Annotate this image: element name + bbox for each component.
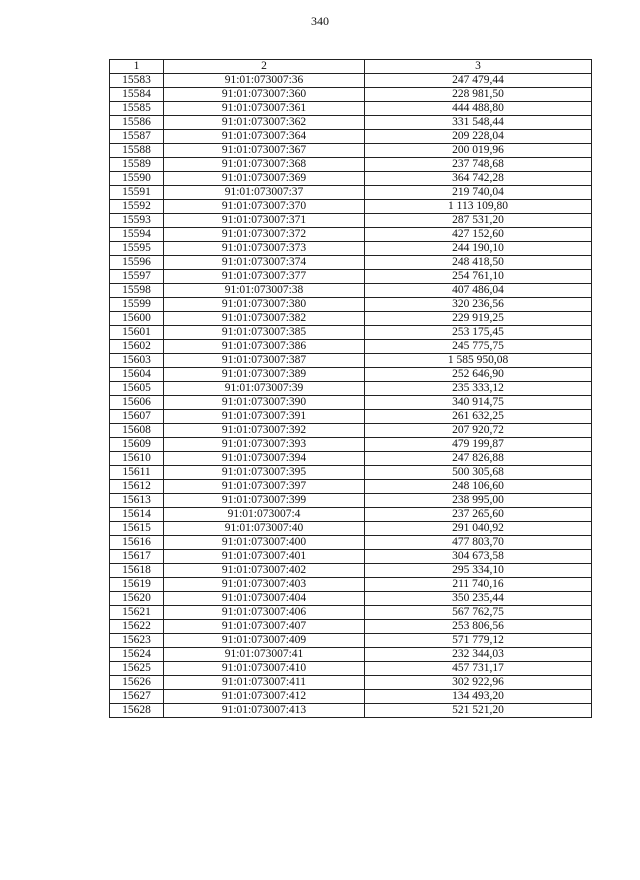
table-row: [110, 396, 592, 410]
value-cell: 219 740,04: [365, 186, 592, 200]
cadastral-number-cell: 91:01:073007:371: [164, 214, 365, 228]
cadastral-number-cell: 91:01:073007:360: [164, 88, 365, 102]
value-cell: 1 113 109,80: [365, 200, 592, 214]
row-number-cell: 15618: [110, 564, 164, 578]
value-cell: 232 344,03: [365, 648, 592, 662]
row-number-cell: 15622: [110, 620, 164, 634]
table-row: [110, 130, 592, 144]
value-cell: 237 748,68: [365, 158, 592, 172]
table-row: [110, 116, 592, 130]
row-number-cell: 15583: [110, 74, 164, 88]
table-row: [110, 340, 592, 354]
value-cell: 571 779,12: [365, 634, 592, 648]
value-cell: 340 914,75: [365, 396, 592, 410]
cadastral-number-cell: 91:01:073007:41: [164, 648, 365, 662]
value-cell: 320 236,56: [365, 298, 592, 312]
value-cell: 253 806,56: [365, 620, 592, 634]
table-row: [110, 214, 592, 228]
row-number-cell: 15611: [110, 466, 164, 480]
cadastral-number-cell: 91:01:073007:38: [164, 284, 365, 298]
cadastral-number-cell: 91:01:073007:370: [164, 200, 365, 214]
table-row: [110, 704, 592, 718]
row-number-cell: 15591: [110, 186, 164, 200]
row-number-cell: 15614: [110, 508, 164, 522]
row-number-cell: 15621: [110, 606, 164, 620]
value-cell: 244 190,10: [365, 242, 592, 256]
table-row: [110, 298, 592, 312]
table-row: [110, 326, 592, 340]
cadastral-number-cell: 91:01:073007:390: [164, 396, 365, 410]
cadastral-number-cell: 91:01:073007:377: [164, 270, 365, 284]
value-cell: 304 673,58: [365, 550, 592, 564]
cadastral-number-cell: 91:01:073007:372: [164, 228, 365, 242]
table-row: [110, 354, 592, 368]
table-row: [110, 648, 592, 662]
row-number-cell: 15627: [110, 690, 164, 704]
page-number: 340: [311, 14, 329, 28]
cadastral-number-cell: 91:01:073007:386: [164, 340, 365, 354]
value-cell: 500 305,68: [365, 466, 592, 480]
row-number-cell: 15592: [110, 200, 164, 214]
table-row: [110, 256, 592, 270]
row-number-cell: 15601: [110, 326, 164, 340]
table-row: [110, 270, 592, 284]
table-row: [110, 494, 592, 508]
cadastral-number-cell: 91:01:073007:411: [164, 676, 365, 690]
value-cell: 331 548,44: [365, 116, 592, 130]
value-cell: 235 333,12: [365, 382, 592, 396]
cadastral-number-cell: 91:01:073007:402: [164, 564, 365, 578]
cadastral-number-cell: 91:01:073007:380: [164, 298, 365, 312]
value-cell: 350 235,44: [365, 592, 592, 606]
value-cell: 427 152,60: [365, 228, 592, 242]
table-row: [110, 606, 592, 620]
table-row: [110, 452, 592, 466]
row-number-cell: 15598: [110, 284, 164, 298]
table-row: [110, 228, 592, 242]
value-cell: 247 479,44: [365, 74, 592, 88]
table-row: [110, 88, 592, 102]
table-row: [110, 690, 592, 704]
cadastral-number-cell: 91:01:073007:361: [164, 102, 365, 116]
cadastral-number-cell: 91:01:073007:39: [164, 382, 365, 396]
cadastral-number-cell: 91:01:073007:404: [164, 592, 365, 606]
table-row: [110, 592, 592, 606]
row-number-cell: 15620: [110, 592, 164, 606]
data-table: [109, 59, 592, 718]
row-number-cell: 15594: [110, 228, 164, 242]
cadastral-number-cell: 91:01:073007:374: [164, 256, 365, 270]
row-number-cell: 15603: [110, 354, 164, 368]
row-number-cell: 15617: [110, 550, 164, 564]
cadastral-number-cell: 91:01:073007:412: [164, 690, 365, 704]
row-number-cell: 15596: [110, 256, 164, 270]
cadastral-number-cell: 91:01:073007:4: [164, 508, 365, 522]
table-row: [110, 74, 592, 88]
value-cell: 248 106,60: [365, 480, 592, 494]
table-row: [110, 172, 592, 186]
cadastral-number-cell: 91:01:073007:410: [164, 662, 365, 676]
value-cell: 1 585 950,08: [365, 354, 592, 368]
value-cell: 479 199,87: [365, 438, 592, 452]
value-cell: 295 334,10: [365, 564, 592, 578]
cadastral-number-cell: 91:01:073007:373: [164, 242, 365, 256]
row-number-cell: 15607: [110, 410, 164, 424]
row-number-cell: 15616: [110, 536, 164, 550]
cadastral-number-cell: 91:01:073007:393: [164, 438, 365, 452]
row-number-cell: 15585: [110, 102, 164, 116]
value-cell: 261 632,25: [365, 410, 592, 424]
cadastral-number-cell: 91:01:073007:389: [164, 368, 365, 382]
table-row: [110, 102, 592, 116]
cadastral-number-cell: 91:01:073007:399: [164, 494, 365, 508]
row-number-cell: 15612: [110, 480, 164, 494]
table-header-row: [110, 60, 592, 74]
row-number-cell: 15615: [110, 522, 164, 536]
column-header-3: 3: [365, 60, 592, 74]
cadastral-number-cell: 91:01:073007:400: [164, 536, 365, 550]
cadastral-number-cell: 91:01:073007:391: [164, 410, 365, 424]
row-number-cell: 15609: [110, 438, 164, 452]
value-cell: 229 919,25: [365, 312, 592, 326]
value-cell: 364 742,28: [365, 172, 592, 186]
value-cell: 228 981,50: [365, 88, 592, 102]
cadastral-number-cell: 91:01:073007:397: [164, 480, 365, 494]
value-cell: 237 265,60: [365, 508, 592, 522]
cadastral-number-cell: 91:01:073007:385: [164, 326, 365, 340]
row-number-cell: 15610: [110, 452, 164, 466]
row-number-cell: 15593: [110, 214, 164, 228]
cadastral-number-cell: 91:01:073007:382: [164, 312, 365, 326]
cadastral-number-cell: 91:01:073007:364: [164, 130, 365, 144]
column-header-1: 1: [110, 60, 164, 74]
cadastral-number-cell: 91:01:073007:369: [164, 172, 365, 186]
row-number-cell: 15605: [110, 382, 164, 396]
table-row: [110, 242, 592, 256]
table-row: [110, 186, 592, 200]
row-number-cell: 15588: [110, 144, 164, 158]
row-number-cell: 15619: [110, 578, 164, 592]
cadastral-number-cell: 91:01:073007:409: [164, 634, 365, 648]
value-cell: 134 493,20: [365, 690, 592, 704]
table-row: [110, 144, 592, 158]
table-row: [110, 662, 592, 676]
cadastral-number-cell: 91:01:073007:37: [164, 186, 365, 200]
row-number-cell: 15624: [110, 648, 164, 662]
value-cell: 253 175,45: [365, 326, 592, 340]
value-cell: 457 731,17: [365, 662, 592, 676]
row-number-cell: 15587: [110, 130, 164, 144]
cadastral-number-cell: 91:01:073007:387: [164, 354, 365, 368]
row-number-cell: 15599: [110, 298, 164, 312]
value-cell: 254 761,10: [365, 270, 592, 284]
cadastral-number-cell: 91:01:073007:406: [164, 606, 365, 620]
value-cell: 207 920,72: [365, 424, 592, 438]
row-number-cell: 15608: [110, 424, 164, 438]
row-number-cell: 15589: [110, 158, 164, 172]
row-number-cell: 15602: [110, 340, 164, 354]
table-row: [110, 508, 592, 522]
row-number-cell: 15613: [110, 494, 164, 508]
cadastral-number-cell: 91:01:073007:368: [164, 158, 365, 172]
table-row: [110, 550, 592, 564]
cadastral-number-cell: 91:01:073007:403: [164, 578, 365, 592]
cadastral-number-cell: 91:01:073007:362: [164, 116, 365, 130]
table-row: [110, 438, 592, 452]
table-body: [110, 74, 592, 718]
table-row: [110, 676, 592, 690]
table-row: [110, 536, 592, 550]
table-row: [110, 200, 592, 214]
value-cell: 211 740,16: [365, 578, 592, 592]
cadastral-number-cell: 91:01:073007:40: [164, 522, 365, 536]
table-row: [110, 424, 592, 438]
value-cell: 200 019,96: [365, 144, 592, 158]
row-number-cell: 15604: [110, 368, 164, 382]
table-row: [110, 620, 592, 634]
row-number-cell: 15586: [110, 116, 164, 130]
value-cell: 567 762,75: [365, 606, 592, 620]
row-number-cell: 15595: [110, 242, 164, 256]
cadastral-number-cell: 91:01:073007:401: [164, 550, 365, 564]
value-cell: 291 040,92: [365, 522, 592, 536]
row-number-cell: 15584: [110, 88, 164, 102]
cadastral-number-cell: 91:01:073007:407: [164, 620, 365, 634]
table-row: [110, 368, 592, 382]
row-number-cell: 15626: [110, 676, 164, 690]
table-row: [110, 382, 592, 396]
cadastral-number-cell: 91:01:073007:413: [164, 704, 365, 718]
value-cell: 302 922,96: [365, 676, 592, 690]
table-row: [110, 466, 592, 480]
value-cell: 477 803,70: [365, 536, 592, 550]
table-row: [110, 564, 592, 578]
value-cell: 444 488,80: [365, 102, 592, 116]
cadastral-number-cell: 91:01:073007:392: [164, 424, 365, 438]
table-row: [110, 410, 592, 424]
value-cell: 248 418,50: [365, 256, 592, 270]
table-row: [110, 312, 592, 326]
row-number-cell: 15628: [110, 704, 164, 718]
value-cell: 209 228,04: [365, 130, 592, 144]
table-row: [110, 480, 592, 494]
row-number-cell: 15606: [110, 396, 164, 410]
row-number-cell: 15597: [110, 270, 164, 284]
cadastral-number-cell: 91:01:073007:394: [164, 452, 365, 466]
cadastral-number-cell: 91:01:073007:367: [164, 144, 365, 158]
table-row: [110, 634, 592, 648]
value-cell: 252 646,90: [365, 368, 592, 382]
value-cell: 245 775,75: [365, 340, 592, 354]
row-number-cell: 15600: [110, 312, 164, 326]
cadastral-number-cell: 91:01:073007:395: [164, 466, 365, 480]
table-row: [110, 284, 592, 298]
table-row: [110, 522, 592, 536]
row-number-cell: 15590: [110, 172, 164, 186]
table-row: [110, 158, 592, 172]
value-cell: 521 521,20: [365, 704, 592, 718]
table-row: [110, 578, 592, 592]
column-header-2: 2: [164, 60, 365, 74]
value-cell: 407 486,04: [365, 284, 592, 298]
cadastral-number-cell: 91:01:073007:36: [164, 74, 365, 88]
row-number-cell: 15623: [110, 634, 164, 648]
value-cell: 247 826,88: [365, 452, 592, 466]
value-cell: 287 531,20: [365, 214, 592, 228]
row-number-cell: 15625: [110, 662, 164, 676]
value-cell: 238 995,00: [365, 494, 592, 508]
